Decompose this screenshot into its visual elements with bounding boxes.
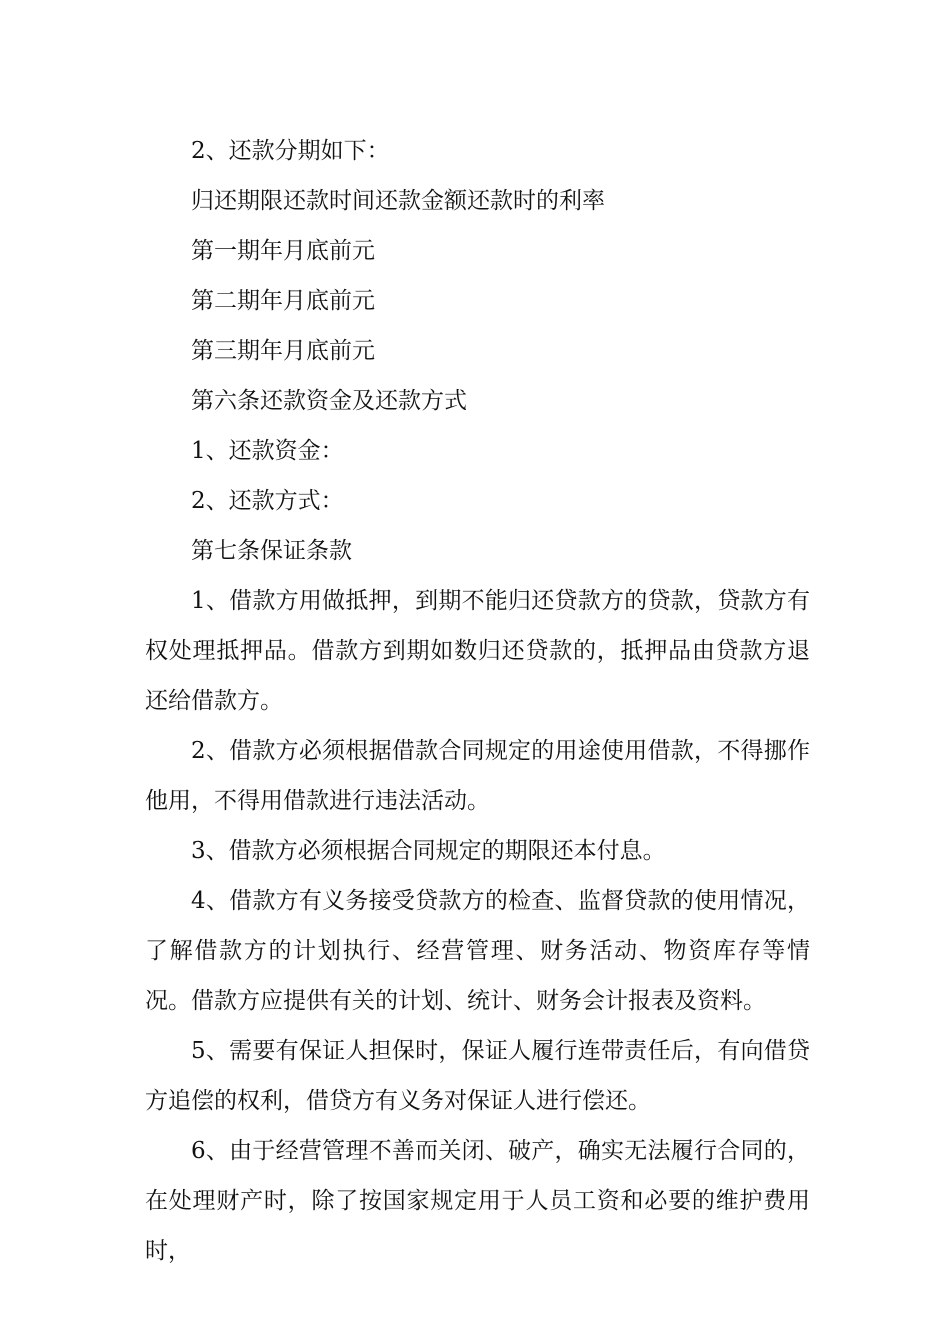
paragraph-guarantee-clause-6: 6、由于经营管理不善而关闭、破产，确实无法履行合同的，在处理财产时，除了按国家规定用于人员工资和必要的维护费用时， [145, 1138, 810, 1264]
paragraph-installments-columns: 归还期限还款时间还款金额还款时的利率 [191, 188, 605, 214]
paragraph-installment-3: 第三期年月底前元 [191, 338, 375, 364]
paragraph-guarantee-clause-4: 4、借款方有义务接受贷款方的检查、监督贷款的使用情况，了解借款方的计划执行、经营管理、财务活动、物资库存等情况。借款方应提供有关的计划、统计、财务会计报表及资料。 [145, 888, 810, 1014]
paragraph-article-6-title: 第六条还款资金及还款方式 [191, 388, 467, 414]
document-body [145, 126, 810, 1276]
paragraph-guarantee-clause-1: 1、借款方用做抵押，到期不能归还贷款方的贷款，贷款方有权处理抵押品。借款方到期如数归还贷款的，抵押品由贷款方退还给借款方。 [145, 588, 810, 714]
paragraph-guarantee-clause-5: 5、需要有保证人担保时，保证人履行连带责任后，有向借贷方追偿的权利，借贷方有义务对保证人进行偿还。 [145, 1038, 810, 1114]
paragraph-installment-2: 第二期年月底前元 [191, 288, 375, 314]
paragraph-guarantee-clause-3: 3、借款方必须根据合同规定的期限还本付息。 [191, 838, 666, 864]
paragraph-guarantee-clause-2: 2、借款方必须根据借款合同规定的用途使用借款，不得挪作他用，不得用借款进行违法活动。 [145, 738, 810, 814]
paragraph-article-7-title: 第七条保证条款 [191, 538, 352, 564]
paragraph-repayment-method: 2、还款方式： [191, 488, 344, 514]
paragraph-installments-heading: 2、还款分期如下： [191, 138, 390, 164]
paragraph-repayment-funds: 1、还款资金： [191, 438, 344, 464]
paragraph-installment-1: 第一期年月底前元 [191, 238, 375, 264]
